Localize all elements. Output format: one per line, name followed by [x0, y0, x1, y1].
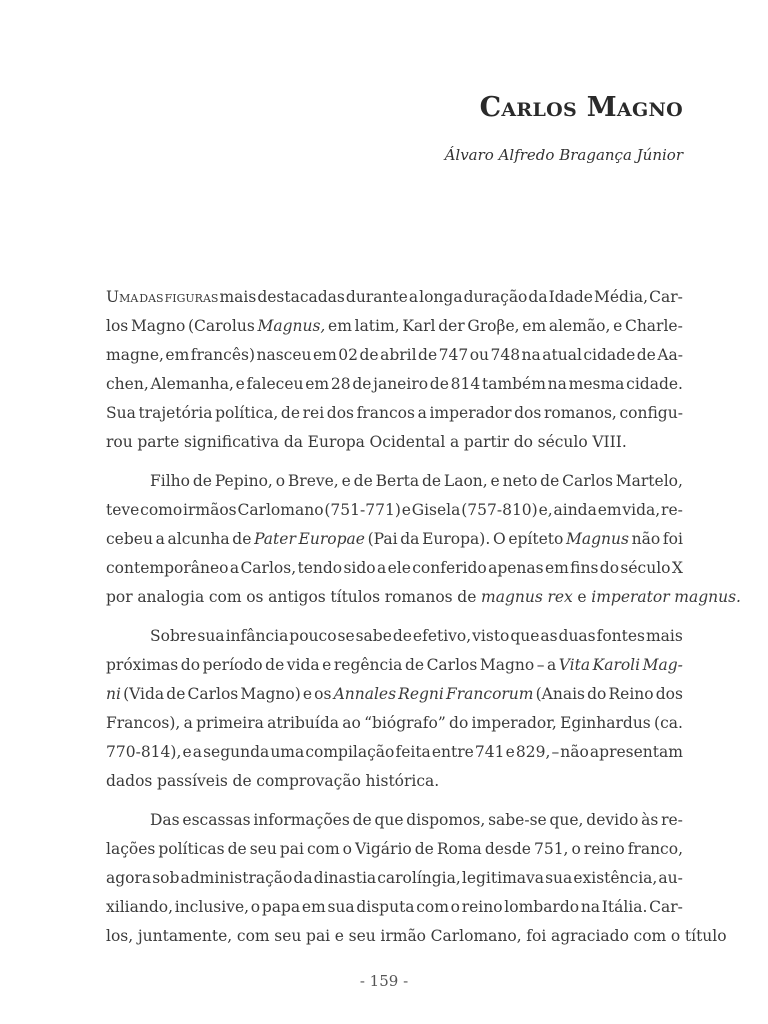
text-line: Sobre sua infância pouco se sabe de efetivo, visto que as duas fontes mais: [150, 627, 683, 645]
paragraph: [106, 806, 727, 951]
page-number: - 159 -: [359, 972, 409, 990]
text-line: 770-814), e a segunda uma compilação feita entre 741 e 829, – não apresentam: [106, 743, 683, 761]
paragraph: [106, 622, 683, 796]
text-line: dados passíveis de comprovação histórica.: [106, 772, 440, 790]
text-line: Filho de Pepino, o Breve, e de Berta de Laon, e neto de Carlos Martelo,: [150, 472, 683, 490]
text-line: xiliando, inclusive, o papa em sua disputa com o reino lombardo na Itália. Car-: [106, 898, 683, 916]
text-line: teve como irmãos Carlomano (751-771) e Gisela (757-810) e, ainda em vida, re-: [106, 501, 683, 519]
text-line: Das escassas informações de que dispomos, sabe-se que, devido às re-: [150, 811, 683, 829]
chapter-title: Carlos Magno: [479, 92, 683, 123]
text-line: por analogia com os antigos títulos romanos de magnus rex e imperator magnus.: [106, 588, 741, 606]
text-line: lações políticas de seu pai com o Vigário de Roma desde 751, o reino franco,: [106, 840, 683, 858]
text-line: magne, em francês) nasceu em 02 de abril de 747 ou 748 na atual cidade de Aa-: [106, 346, 683, 364]
paragraph: [106, 283, 683, 457]
text-line: Uma das figuras mais destacadas durante a longa duração da Idade Média, Car-: [106, 288, 683, 306]
text-line: cebeu a alcunha de Pater Europae (Pai da Europa). O epíteto Magnus não foi: [106, 530, 683, 548]
paragraph: [106, 467, 741, 612]
text-line: próximas do período de vida e regência de Carlos Magno – a Vita Karoli Mag-: [106, 656, 683, 674]
text-line: Sua trajetória política, de rei dos francos a imperador dos romanos, configu-: [106, 404, 683, 422]
text-line: contemporâneo a Carlos, tendo sido a ele conferido apenas em fins do século X: [106, 559, 683, 577]
text-line: rou parte significativa da Europa Ocidental a partir do século VIII.: [106, 433, 627, 451]
text-line: los Magno (Carolus Magnus, em latim, Karl der Groβe, em alemão, e Charle-: [106, 317, 683, 335]
chapter-body: [106, 283, 741, 961]
text-line: ni (Vida de Carlos Magno) e os Annales Regni Francorum (Anais do Reino dos: [106, 685, 683, 703]
chapter-author: Álvaro Alfredo Bragança Júnior: [444, 146, 683, 164]
text-line: agora sob administração da dinastia carolíngia, legitimava sua existência, au-: [106, 869, 683, 887]
text-line: Francos), a primeira atribuída ao “biógrafo” do imperador, Eginhardus (ca.: [106, 714, 683, 732]
text-line: los, juntamente, com seu pai e seu irmão Carlomano, foi agraciado com o título: [106, 927, 727, 945]
text-line: chen, Alemanha, e faleceu em 28 de janeiro de 814 também na mesma cidade.: [106, 375, 683, 393]
